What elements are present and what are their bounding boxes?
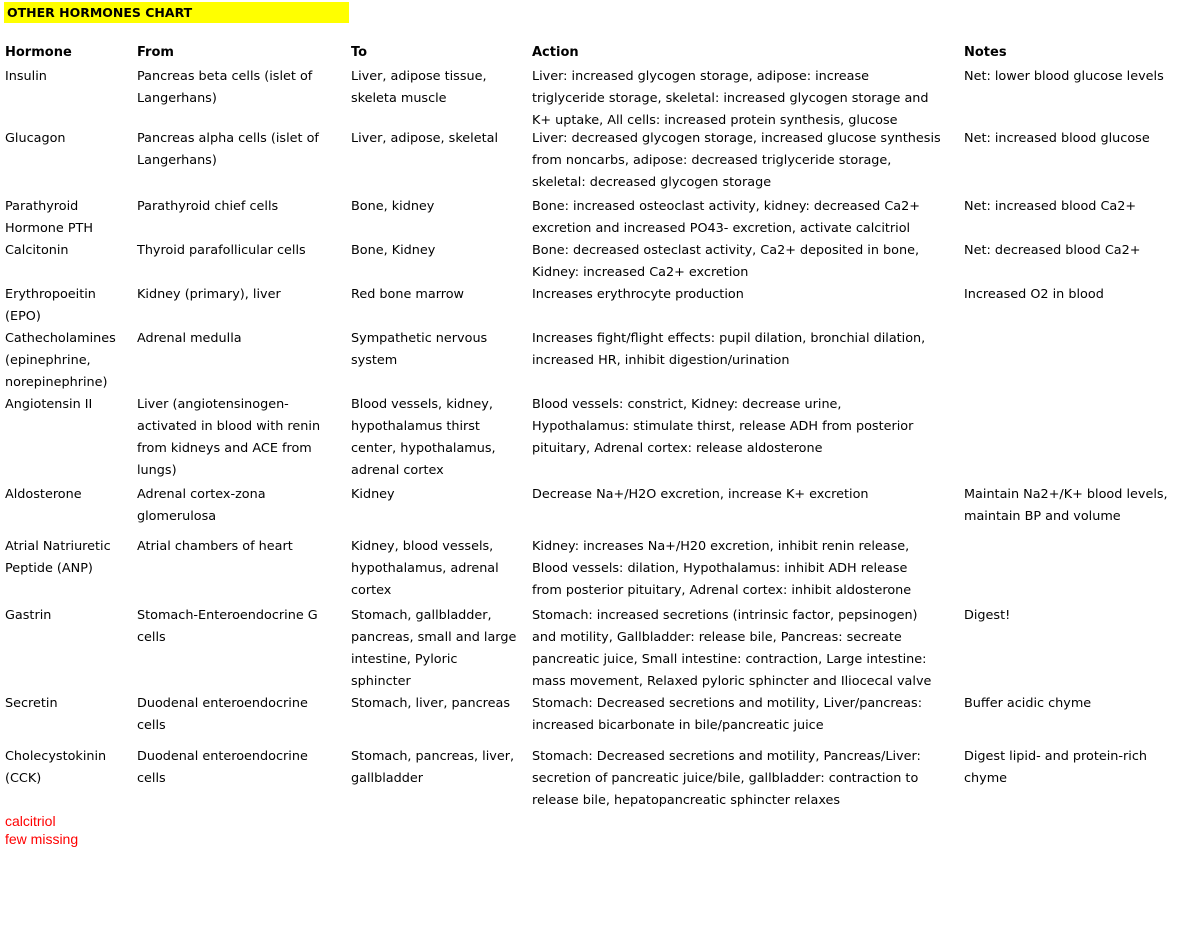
cell-hormone: Secretin [5, 696, 58, 711]
header-hormone: Hormone [5, 45, 72, 60]
chart-title: OTHER HORMONES CHART [4, 2, 349, 23]
cell-to: Blood vessels, kidney, hypothalamus thirst center, hypothalamus, adrenal cortex [351, 397, 496, 478]
cell-to: Liver, adipose tissue, skeleta muscle [351, 69, 487, 106]
cell-from: Liver (angiotensinogen- activated in blood with renin from kidneys and ACE from lungs) [137, 397, 321, 478]
cell-to: Liver, adipose, skeletal [351, 131, 499, 146]
cell-action: Kidney: increases Na+/H20 excretion, inhibit renin release, Blood vessels: dilation, Hypothalamus: inhibit ADH release from posterior pituitary, Adrenal cortex: inhibit aldosterone [532, 539, 912, 598]
cell-hormone: Parathyroid Hormone PTH [5, 199, 93, 236]
cell-hormone: Glucagon [5, 131, 66, 146]
cell-to: Red bone marrow [351, 287, 465, 302]
cell-from: Thyroid parafollicular cells [137, 243, 306, 258]
cell-hormone: Erythropoeitin (EPO) [5, 287, 96, 324]
cell-action: Liver: increased glycogen storage, adipose: increase triglyceride storage, skeletal: increased glycogen storage and K+ uptake, All cells: increased protein synthesis, glucose [532, 69, 929, 128]
cell-from: Adrenal cortex-zona glomerulosa [137, 487, 266, 524]
header-to: To [351, 45, 368, 60]
cell-from: Adrenal medulla [137, 331, 242, 346]
cell-notes: Net: lower blood glucose levels [964, 69, 1164, 84]
cell-hormone: Atrial Natriuretic Peptide (ANP) [5, 539, 111, 576]
cell-to: Stomach, pancreas, liver, gallbladder [351, 749, 515, 786]
cell-notes: Net: increased blood glucose [964, 131, 1150, 146]
cell-to: Sympathetic nervous system [351, 331, 488, 368]
cell-to: Stomach, liver, pancreas [351, 696, 510, 711]
cell-notes: Digest lipid- and protein-rich chyme [964, 749, 1147, 786]
cell-action: Stomach: increased secretions (intrinsic factor, pepsinogen) and motility, Gallbladder: release bile, Pancreas: secreate pancreatic juice, Small intestine: contraction, Large intestine: mass movement, Relaxed pyloric sphincter and Iliocecal valve [532, 608, 932, 689]
cell-action: Stomach: Decreased secretions and motility, Pancreas/Liver: secretion of pancreatic juice/bile, gallbladder: contraction to release bile, hepatopancreatic sphincter relaxes [532, 749, 921, 808]
cell-from: Pancreas beta cells (islet of Langerhans) [137, 69, 313, 106]
cell-notes: Buffer acidic chyme [964, 696, 1092, 711]
cell-notes: Maintain Na2+/K+ blood levels, maintain BP and volume [964, 487, 1168, 524]
header-from: From [137, 45, 174, 60]
cell-from: Pancreas alpha cells (islet of Langerhans) [137, 131, 319, 168]
cell-to: Bone, Kidney [351, 243, 436, 258]
cell-to: Bone, kidney [351, 199, 435, 214]
cell-hormone: Cathecholamines (epinephrine, norepinephrine) [5, 331, 116, 390]
cell-to: Stomach, gallbladder, pancreas, small and large intestine, Pyloric sphincter [351, 608, 517, 689]
cell-action: Bone: decreased osteclast activity, Ca2+ deposited in bone, Kidney: increased Ca2+ excretion [532, 243, 920, 280]
header-action: Action [532, 45, 579, 60]
cell-notes: Increased O2 in blood [964, 287, 1104, 302]
cell-notes: Net: increased blood Ca2+ [964, 199, 1137, 214]
footnote-calcitriol: calcitriol [5, 813, 56, 829]
cell-hormone: Calcitonin [5, 243, 69, 258]
cell-action: Bone: increased osteoclast activity, kidney: decreased Ca2+ excretion and increased PO43- excretion, activate calcitriol [532, 199, 920, 236]
cell-notes: Digest! [964, 608, 1011, 623]
cell-hormone: Insulin [5, 69, 47, 84]
cell-action: Blood vessels: constrict, Kidney: decrease urine, Hypothalamus: stimulate thirst, release ADH from posterior pituitary, Adrenal cortex: release aldosterone [532, 397, 914, 456]
cell-hormone: Gastrin [5, 608, 52, 623]
footnote-few-missing: few missing [5, 831, 79, 847]
cell-from: Duodenal enteroendocrine cells [137, 696, 308, 733]
cell-action: Stomach: Decreased secretions and motility, Liver/pancreas: increased bicarbonate in bile/pancreatic juice [532, 696, 923, 733]
cell-action: Increases erythrocyte production [532, 287, 744, 302]
cell-hormone: Angiotensin II [5, 397, 93, 412]
cell-to: Kidney, blood vessels, hypothalamus, adrenal cortex [351, 539, 499, 598]
cell-hormone: Cholecystokinin (CCK) [5, 749, 107, 786]
cell-notes: Net: decreased blood Ca2+ [964, 243, 1141, 258]
cell-from: Kidney (primary), liver [137, 287, 281, 302]
cell-from: Duodenal enteroendocrine cells [137, 749, 308, 786]
header-notes: Notes [964, 45, 1007, 60]
cell-action: Liver: decreased glycogen storage, increased glucose synthesis from noncarbs, adipose: decreased triglyceride storage, skeletal: decreased glycogen storage [532, 131, 941, 190]
cell-from: Parathyroid chief cells [137, 199, 279, 214]
cell-to: Kidney [351, 487, 395, 502]
cell-action: Decrease Na+/H2O excretion, increase K+ excretion [532, 487, 869, 502]
cell-from: Atrial chambers of heart [137, 539, 293, 554]
cell-action: Increases fight/flight effects: pupil dilation, bronchial dilation, increased HR, inhibit digestion/urination [532, 331, 926, 368]
cell-from: Stomach-Enteroendocrine G cells [137, 608, 318, 645]
cell-hormone: Aldosterone [5, 487, 82, 502]
